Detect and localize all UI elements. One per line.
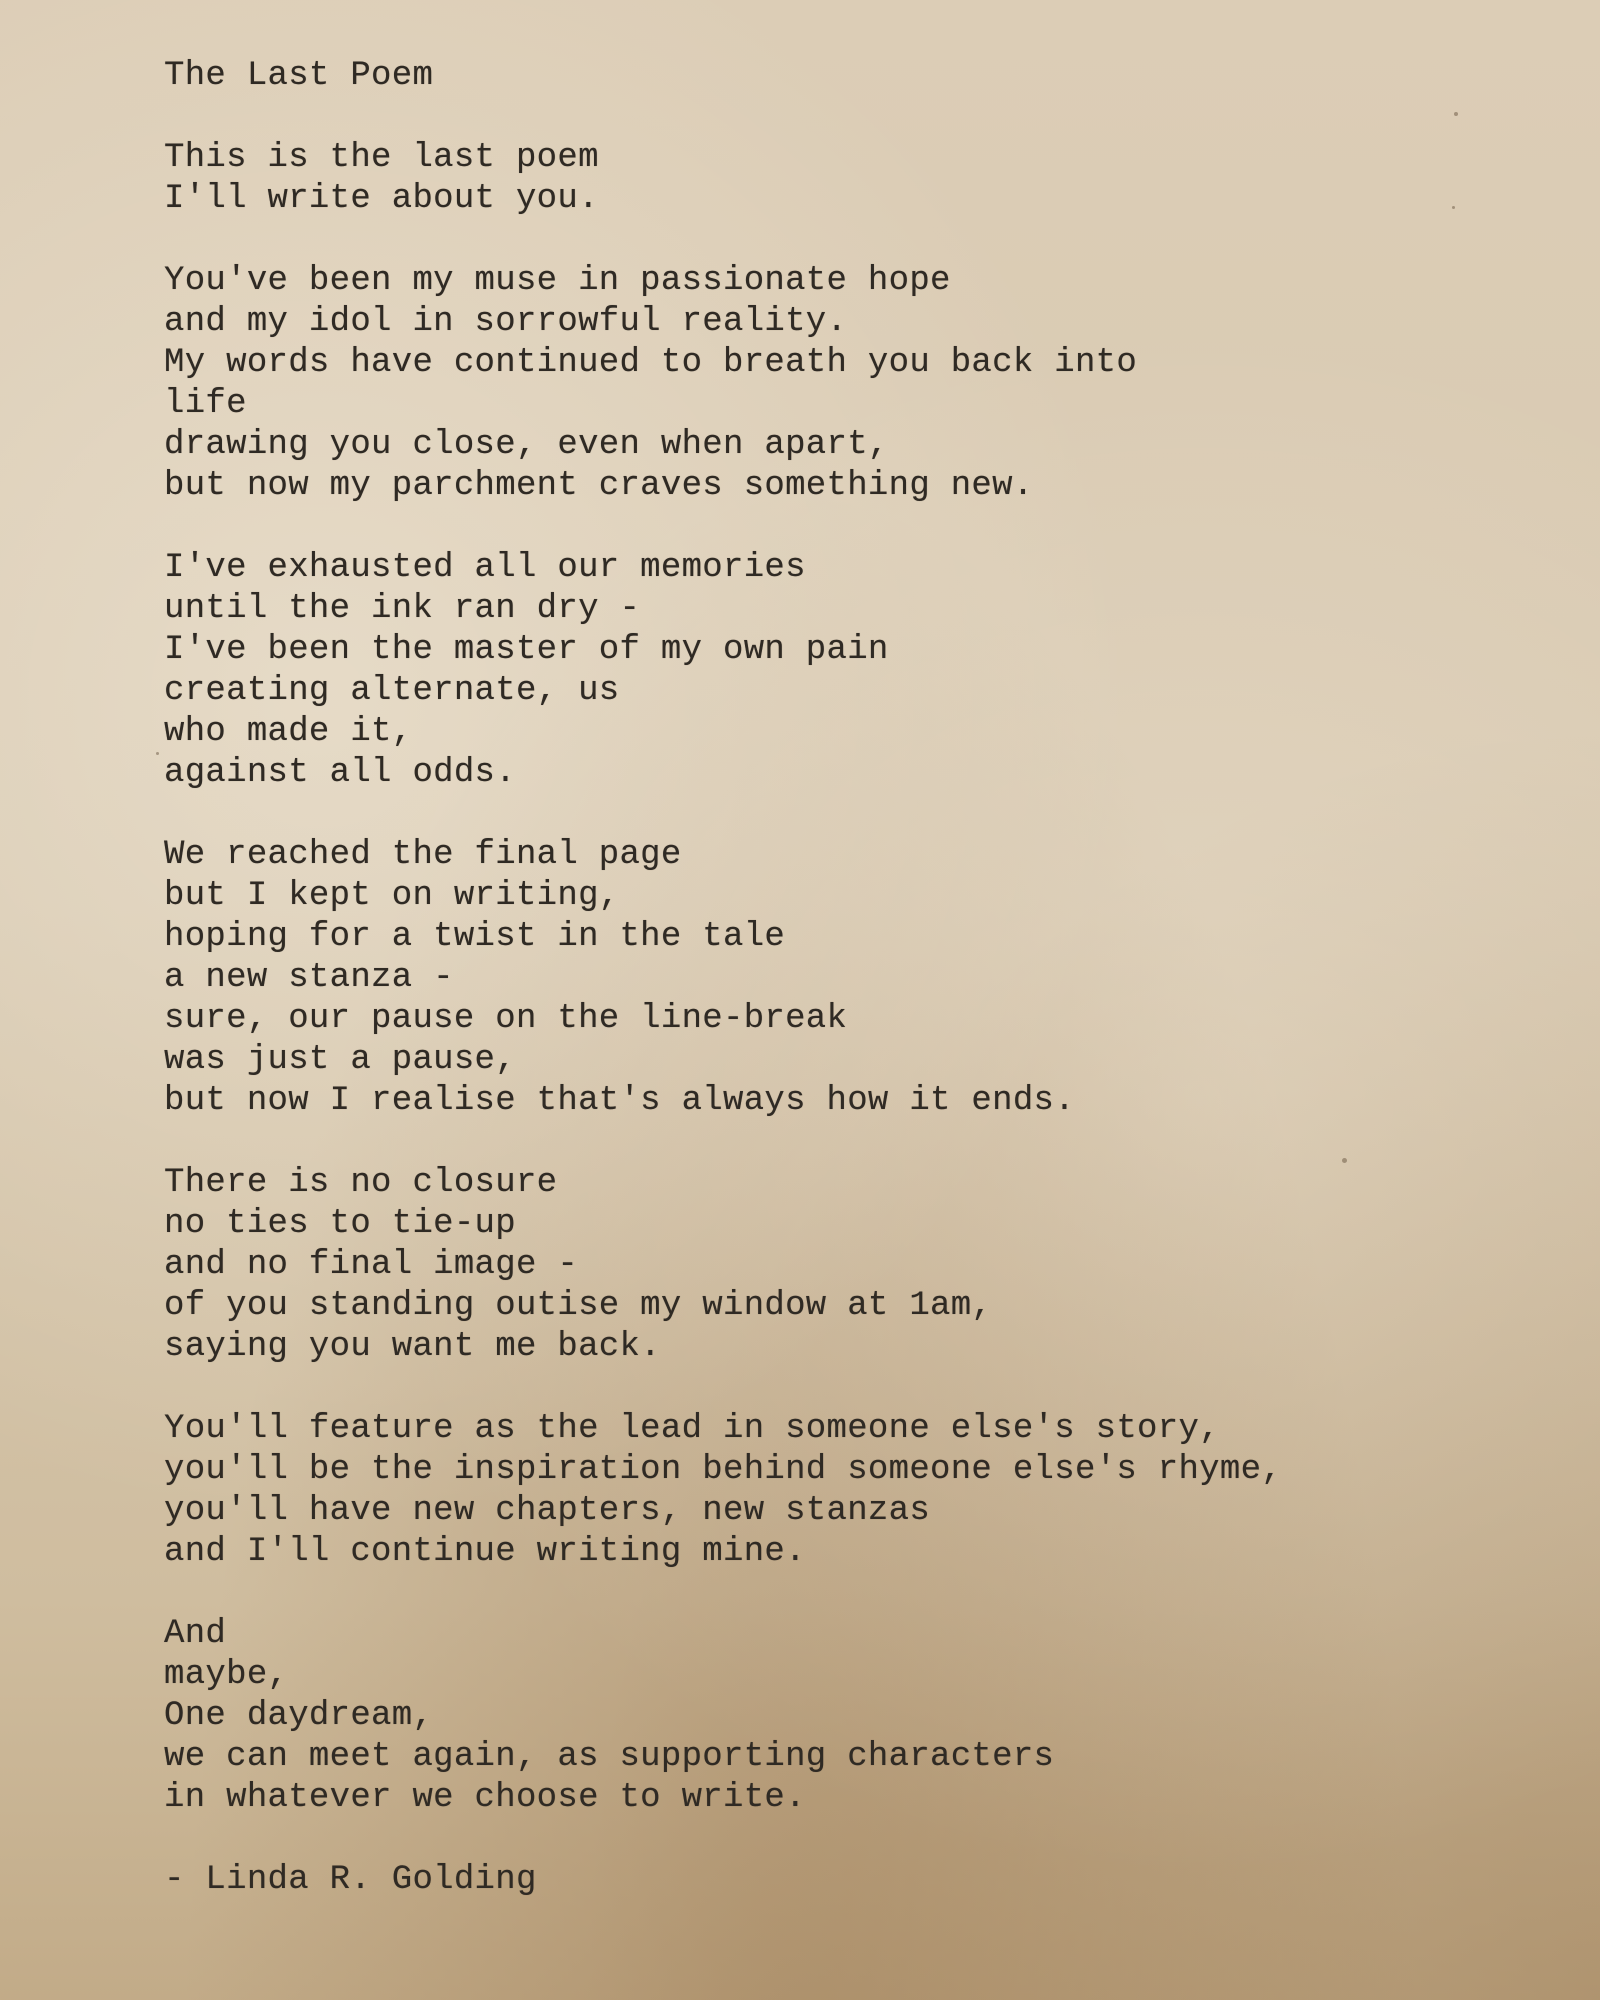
stanza-4 [164,835,1282,1122]
poem-line: I'll write about you. [164,180,599,218]
stanza-1 [164,138,1282,220]
poem-line: but now my parchment craves something new. [164,467,1034,505]
poem-line: a new stanza - [164,959,454,997]
poem-line: hoping for a twist in the tale [164,918,786,956]
poem-line: I've exhausted all our memories [164,549,806,587]
stanza-3 [164,548,1282,794]
stanza-5 [164,1163,1282,1368]
poem-line: maybe, [164,1656,289,1694]
paper-speck [156,752,159,755]
paper-speck [1452,206,1455,209]
poem-line: who made it, [164,713,413,751]
poem-line: There is no closure [164,1164,558,1202]
poem-line: You've been my muse in passionate hope [164,262,951,300]
poem-line: no ties to tie-up [164,1205,516,1243]
poem-line: One daydream, [164,1697,434,1735]
poem-line: creating alternate, us [164,672,620,710]
poem-line: against all odds. [164,754,516,792]
poem-line: but I kept on writing, [164,877,620,915]
poem-line: This is the last poem [164,139,599,177]
poem-line: sure, our pause on the line-break [164,1000,848,1038]
poem-line: and I'll continue writing mine. [164,1533,806,1571]
poem-line: in whatever we choose to write. [164,1779,806,1817]
poem-line: you'll be the inspiration behind someone else's rhyme, [164,1451,1282,1489]
poem-title: The Last Poem [164,57,434,95]
poem-line: My words have continued to breath you back into [164,344,1138,382]
poem-line: we can meet again, as supporting characters [164,1738,1055,1776]
paper-speck [1454,112,1458,116]
poem [164,56,1282,1901]
poem-signature: - Linda R. Golding [164,1861,537,1899]
stanza-2 [164,261,1282,507]
poem-line: of you standing outise my window at 1am, [164,1287,993,1325]
poem-line: You'll feature as the lead in someone else's story, [164,1410,1220,1448]
poem-line: I've been the master of my own pain [164,631,889,669]
poem-line: drawing you close, even when apart, [164,426,889,464]
poem-line: was just a pause, [164,1041,516,1079]
poem-line: saying you want me back. [164,1328,661,1366]
stanza-6 [164,1409,1282,1573]
paper-speck [1342,1158,1347,1163]
poem-line: you'll have new chapters, new stanzas [164,1492,931,1530]
poem-line: life [164,385,247,423]
poem-line: and my idol in sorrowful reality. [164,303,848,341]
poem-line: We reached the final page [164,836,682,874]
poem-line: and no final image - [164,1246,579,1284]
stanza-7 [164,1614,1282,1819]
poem-line: And [164,1615,227,1653]
poem-line: but now I realise that's always how it ends. [164,1082,1075,1120]
poem-line: until the ink ran dry - [164,590,641,628]
